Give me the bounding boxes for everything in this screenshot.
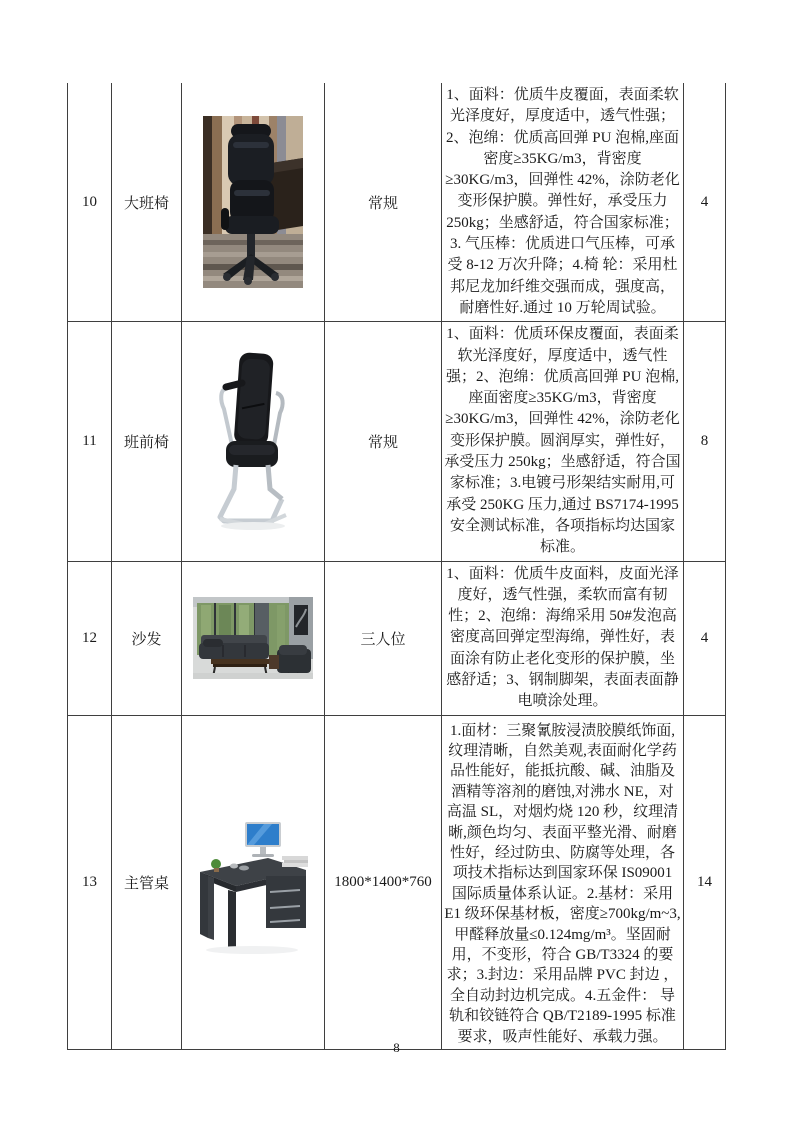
- item-name: 沙发: [112, 561, 182, 715]
- item-index: 11: [68, 322, 112, 561]
- item-description: 1.面材：三聚氰胺浸渍胶膜纸饰面,纹理清晰，自然美观,表面耐化学药品性能好，能抵抗酸、碱、油脂及酒精等溶剂的磨蚀,对沸水 NE，对高温 SL，对烟灼烧 120 秒，纹理清晰,颜色均匀、表面平整光滑、耐磨性好，经过防虫、防腐等处理，各项技术指标达到国家环保 IS09001 国际质量体系认证。2.基材：采用 E1 级环保基材板，密度≥700kg/m~3,甲醛释放量≤0.124mg/m³。坚固耐用，不变形，符合 GB/T3324 的要求；3.封边：采用品牌 PVC 封边 ，全自动封边机完成。4.五金件： 导轨和铰链符合 QB/T2189-1995 标准要求，吸声性能好、承载力强。: [442, 715, 684, 1050]
- item-description: 1、面料：优质牛皮覆面，表面柔软光泽度好，厚度适中，透气性强；2、泡绵：优质高回弹 PU 泡棉,座面密度≥35KG/m3，背密度≥30KG/m3，回弹性 42%，涂防老化变形保护膜。弹性好，承受压力 250kg；坐感舒适，符合国家标准；3. 气压棒：优质进口气压棒，可承受 8-12 万次升降；4.椅 轮：采用杜邦尼龙加纤维交强而成，强度高，耐磨性好.通过 10 万轮周试验。: [442, 83, 684, 322]
- item-image-cell: [182, 715, 325, 1050]
- item-spec: 常规: [325, 322, 442, 561]
- item-spec: 1800*1400*760: [325, 715, 442, 1050]
- item-index: 10: [68, 83, 112, 322]
- item-name: 大班椅: [112, 83, 182, 322]
- item-qty: 8: [684, 322, 726, 561]
- table-row: [68, 83, 726, 322]
- furniture-spec-table: [67, 83, 726, 1050]
- item-qty: 4: [684, 83, 726, 322]
- table-row: [68, 322, 726, 561]
- item-image-cell: [182, 561, 325, 715]
- page-number: 8: [393, 1040, 400, 1055]
- executive-chair-photo: [203, 116, 303, 288]
- item-description: 1、面料：优质环保皮覆面，表面柔软光泽度好，厚度适中，透气性强；2、泡绵：优质高回弹 PU 泡棉,座面密度≥35KG/m3，背密度≥30KG/m3，回弹性 42%，涂防老化变形保护膜。圆润厚实，弹性好，承受压力 250kg；坐感舒适，符合国家标准；3.电镀弓形架结实耐用,可承受 250KG 压力,通过 BS7174-1995 安全测试标准，各项指标均达国家标准。: [442, 322, 684, 561]
- item-name: 班前椅: [112, 322, 182, 561]
- item-index: 13: [68, 715, 112, 1050]
- item-qty: 4: [684, 561, 726, 715]
- item-qty: 14: [684, 715, 726, 1050]
- item-index: 12: [68, 561, 112, 715]
- table-row: [68, 561, 726, 715]
- visitor-chair-photo: [212, 349, 294, 533]
- manager-desk-photo: [192, 808, 314, 956]
- sofa-photo: [193, 597, 313, 679]
- item-image-cell: [182, 83, 325, 322]
- item-spec: 常规: [325, 83, 442, 322]
- item-description: 1、面料：优质牛皮面料，皮面光泽度好，透气性强，柔软而富有韧性；2、泡绵：海绵采用 50#发泡高密度高回弹定型海绵，弹性好，表面涂有防止老化变形的保护膜，坐感舒适；3、钢制脚架，表面表面静电喷涂处理。: [442, 561, 684, 715]
- item-image-cell: [182, 322, 325, 561]
- table-row: [68, 715, 726, 1050]
- item-spec: 三人位: [325, 561, 442, 715]
- item-name: 主管桌: [112, 715, 182, 1050]
